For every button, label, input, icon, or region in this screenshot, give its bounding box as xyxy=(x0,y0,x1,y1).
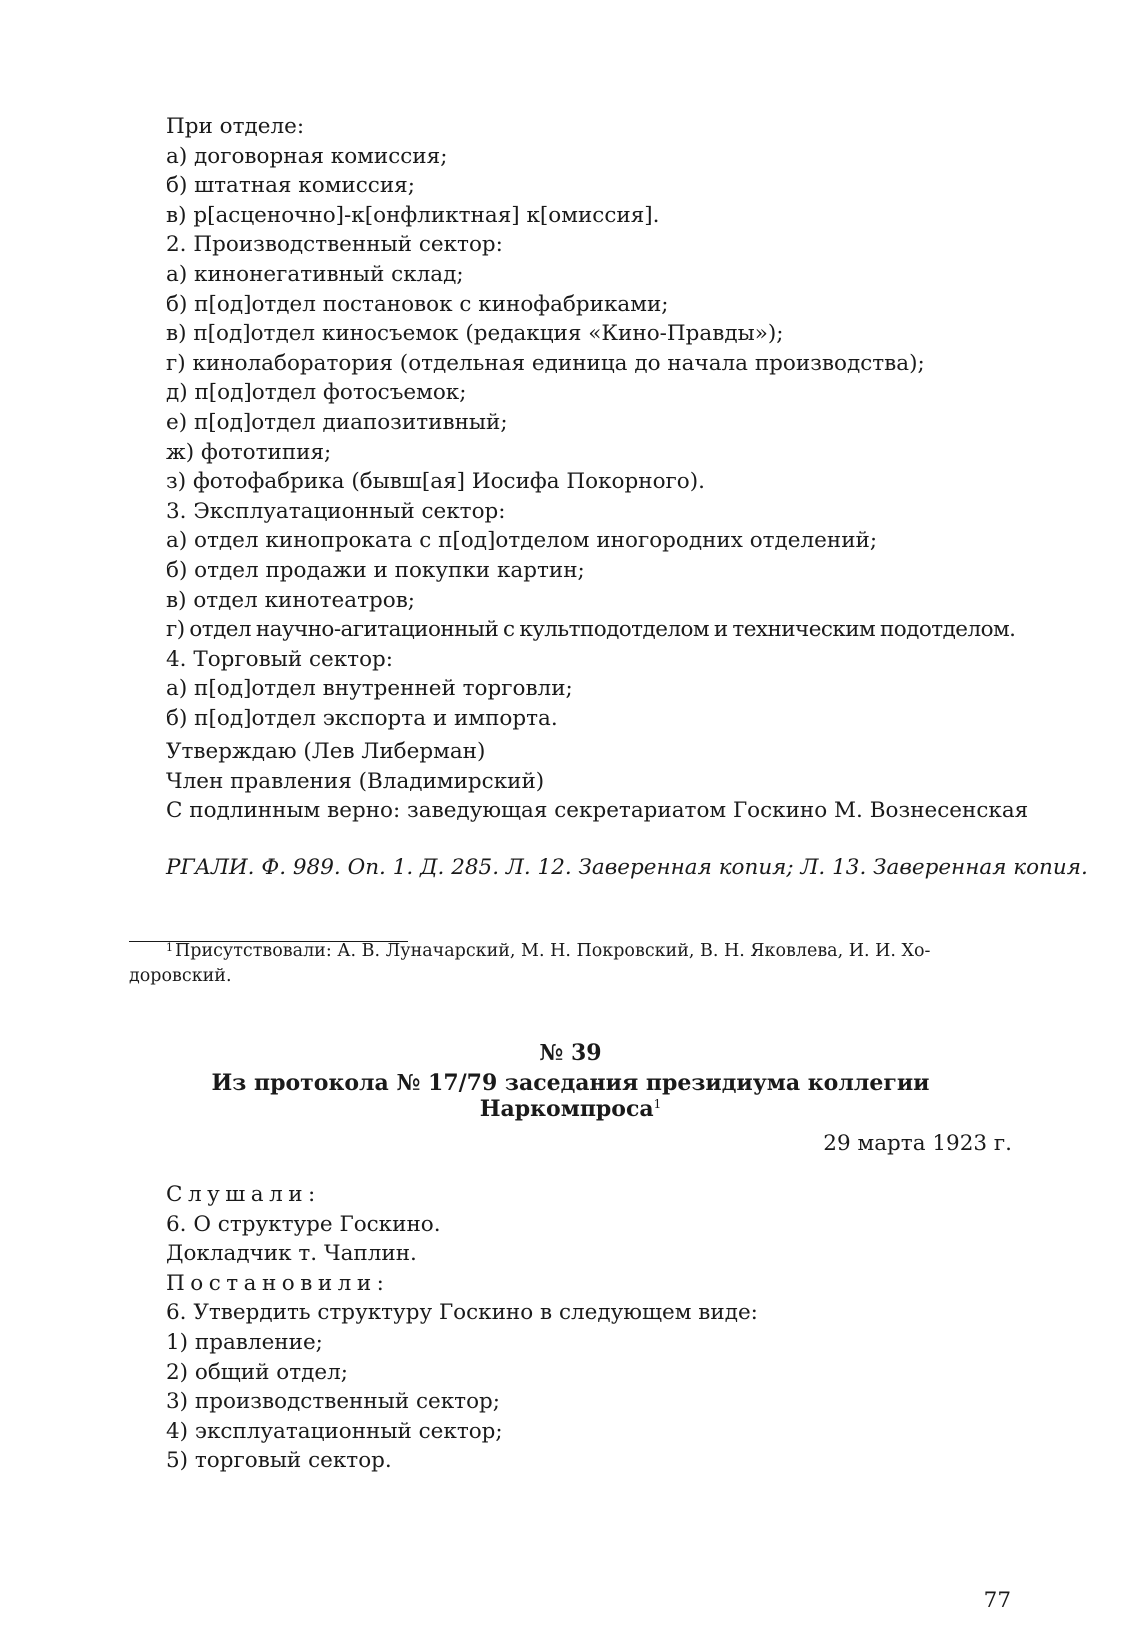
archive-ref-text: РГАЛИ. Ф. 989. Оп. 1. Д. 285. Л. 12. Заверенная копия; Л. 13. Заверенная копия. xyxy=(166,855,1088,880)
list-item: 4) эксплуатационный сектор; xyxy=(166,1418,503,1444)
list-item: д) п[од]отдел фотосъемок; xyxy=(166,380,467,406)
list-item: з) фотофабрика (бывш[ая] Иосифа Покорного). xyxy=(166,469,705,495)
footnote-line xyxy=(129,935,1012,964)
signature-line: С подлинным верно: заведующая секретариатом Госкино М. Вознесенская xyxy=(166,798,1029,824)
document-title-text: Из протокола № 17/79 заседания президиума коллегии Наркомпроса xyxy=(211,1070,930,1122)
document-title xyxy=(129,1070,1012,1122)
list-item: 1) правление; xyxy=(166,1329,323,1355)
speaker: Докладчик т. Чаплин. xyxy=(166,1241,417,1267)
list-item: При отделе: xyxy=(166,114,305,139)
structure-list xyxy=(166,112,1026,733)
heard-item: 6. О структуре Госкино. xyxy=(166,1211,441,1237)
title-footnote-mark: 1 xyxy=(653,1097,662,1111)
footnote-number: 1 xyxy=(166,941,173,954)
footnote-text: Присутствовали: А. В. Луначарский, М. Н. Покровский, В. Н. Яковлева, И. И. Хо- xyxy=(175,941,931,961)
protocol-body xyxy=(166,1180,1026,1476)
resolved-item: 6. Утвердить структуру Госкино в следующем виде: xyxy=(166,1300,758,1326)
archive-reference xyxy=(166,853,1088,883)
list-item: 4. Торговый сектор: xyxy=(166,646,394,672)
resolved-label: Постановили: xyxy=(166,1270,390,1296)
list-item: 2. Производственный сектор: xyxy=(166,232,503,258)
list-item: 2) общий отдел; xyxy=(166,1359,348,1385)
footnote-line: доровский. xyxy=(129,966,232,986)
list-item: б) отдел продажи и покупки картин; xyxy=(166,557,585,583)
list-item: 5) торговый сектор. xyxy=(166,1448,392,1474)
list-item: в) отдел кинотеатров; xyxy=(166,587,416,613)
document-number: № 39 xyxy=(539,1040,602,1066)
list-item: б) п[од]отдел постановок с кинофабриками; xyxy=(166,291,669,317)
list-item: в) п[од]отдел киносъемок (редакция «Кино-Правды»); xyxy=(166,321,784,347)
list-item: а) договорная комиссия; xyxy=(166,143,448,169)
list-item: г) отдел научно-агитационный с культподотделом и техническим подотделом. xyxy=(166,617,1016,643)
list-item: е) п[од]отдел диапозитивный; xyxy=(166,409,508,435)
list-item: 3. Эксплуатационный сектор: xyxy=(166,498,506,524)
list-item: а) п[од]отдел внутренней торговли; xyxy=(166,676,573,702)
footnote xyxy=(129,935,1012,989)
list-item: б) п[од]отдел экспорта и импорта. xyxy=(166,705,558,731)
heard-label: Слушали: xyxy=(166,1182,321,1207)
list-item: в) р[асценочно]-к[онфликтная] к[омиссия]. xyxy=(166,202,660,228)
signatures xyxy=(166,737,1029,826)
document-date: 29 марта 1923 г. xyxy=(823,1131,1012,1156)
signature-line: Утверждаю (Лев Либерман) xyxy=(166,739,486,764)
signature-line: Член правления (Владимирский) xyxy=(166,768,545,794)
list-item: б) штатная комиссия; xyxy=(166,173,415,199)
list-item: а) кинонегативный склад; xyxy=(166,261,464,287)
list-item: 3) производственный сектор; xyxy=(166,1389,501,1415)
list-item: г) кинолаборатория (отдельная единица до начала производства); xyxy=(166,350,925,376)
list-item: ж) фототипия; xyxy=(166,439,332,465)
page-number: 77 xyxy=(983,1588,1011,1613)
list-item: а) отдел кинопроката с п[од]отделом иногородних отделений; xyxy=(166,528,878,554)
